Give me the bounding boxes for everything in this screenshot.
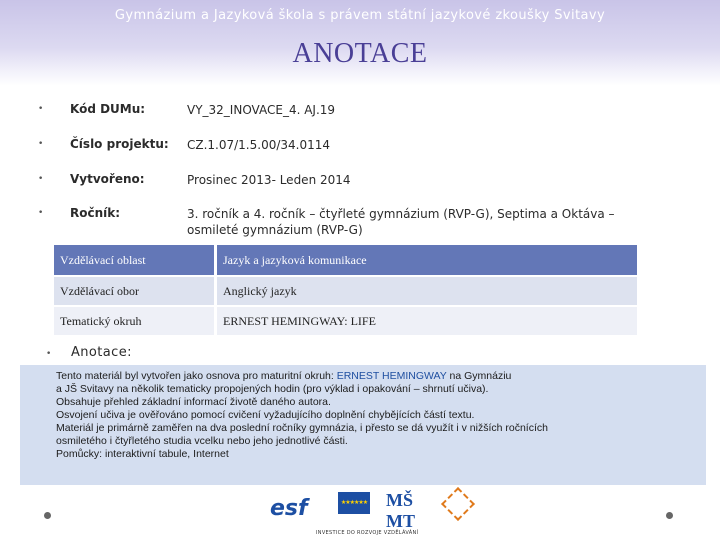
info-label: Ročník: <box>70 206 121 220</box>
info-value: Prosinec 2013- Leden 2014 <box>187 173 351 187</box>
op-vk-logo-icon <box>441 487 475 521</box>
bullet-icon: • <box>38 104 44 114</box>
info-label: Číslo projektu: <box>70 137 169 151</box>
annotation-text-part: na Gymnáziu <box>446 370 512 382</box>
info-label: Kód DUMu: <box>70 102 146 116</box>
annotation-label: Anotace: <box>71 345 132 360</box>
annotation-line: Materiál je primárně zaměřen na dva poslední ročníky gymnázia, i přesto se dá využít i v nižších ročnících <box>56 422 548 434</box>
esf-logo-text: esf <box>270 496 308 521</box>
annotation-line: Osvojení učiva je ověřováno pomocí cvičení vyžadujícího doplnění chybějících částí textu. <box>56 409 475 421</box>
bullet-icon: • <box>46 349 52 359</box>
table-row <box>54 305 637 335</box>
msmt-logo-icon: MŠ MT <box>386 490 415 531</box>
author-highlight: ERNEST HEMINGWAY <box>336 370 447 382</box>
table-cell-key: Tematický okruh <box>54 305 217 335</box>
table-row <box>54 245 637 275</box>
table-cell-value: ERNEST HEMINGWAY: LIFE <box>217 305 637 335</box>
annotation-line <box>56 370 676 383</box>
page-title: ANOTACE <box>292 38 428 69</box>
info-value: CZ.1.07/1.5.00/34.0114 <box>187 138 331 152</box>
school-name: Gymnázium a Jazyková škola s právem státní jazykové zkoušky Svitavy <box>114 8 606 23</box>
eu-flag-icon <box>338 492 370 514</box>
dot-icon <box>666 512 673 519</box>
bullet-icon: • <box>38 174 44 184</box>
esf-logo-icon <box>268 492 330 526</box>
table-cell-value: Anglický jazyk <box>217 275 637 305</box>
annotation-line: a JŠ Svitavy na několik tematicky propojených hodin (pro výklad i opakování – shrnutí učiva). <box>56 383 489 395</box>
table-cell-key: Vzdělávací oblast <box>54 245 217 275</box>
bullet-icon: • <box>38 208 44 218</box>
annotation-text <box>56 370 676 461</box>
annotation-line: Pomůcky: interaktivní tabule, Internet <box>56 448 229 460</box>
annotation-line: osmiletého i čtyřletého studia vcelku nebo jeho jednotlivé části. <box>56 435 348 447</box>
eu-stars-icon: ★★★★★★ <box>340 499 368 506</box>
info-label: Vytvořeno: <box>70 172 145 186</box>
table-row <box>54 275 637 305</box>
table-cell-value: Jazyk a jazyková komunikace <box>217 245 637 275</box>
annotation-line: Obsahuje přehled základní informací životě daného autora. <box>56 396 331 408</box>
table-cell-key: Vzdělávací obor <box>54 275 217 305</box>
annotation-text-part: Tento materiál byl vytvořen jako osnova pro maturitní okruh: <box>56 370 337 382</box>
logo-caption: INVESTICE DO ROZVOJE VZDĚLÁVÁNÍ <box>316 530 419 536</box>
logo-strip <box>268 490 480 540</box>
bullet-icon: • <box>38 139 44 149</box>
info-value: VY_32_INOVACE_4. AJ.19 <box>187 103 336 117</box>
info-value: 3. ročník a 4. ročník – čtyřleté gymnázium (RVP-G), Septima a Oktáva – osmileté gymnázium (RVP-G) <box>187 207 615 237</box>
dot-icon <box>44 512 51 519</box>
curriculum-table <box>54 245 637 335</box>
